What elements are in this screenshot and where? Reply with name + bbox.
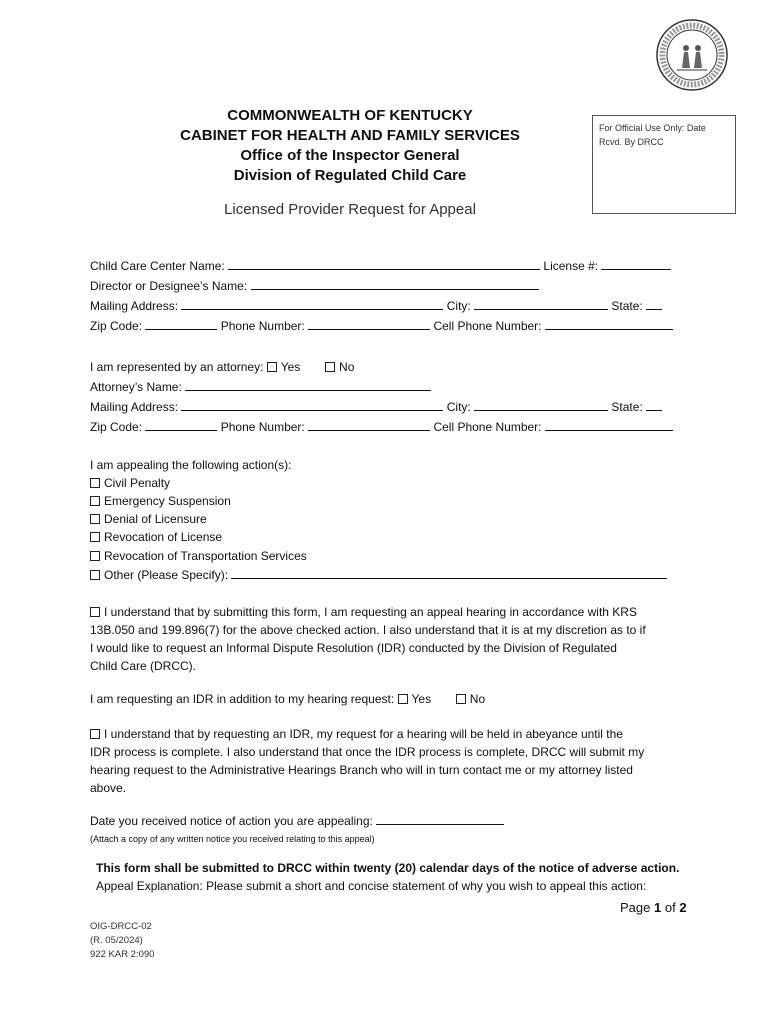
actions-intro: I am appealing the following action(s): [90, 458, 292, 472]
zip-field[interactable] [145, 317, 217, 330]
understand-2-line: hearing request to the Administrative Hearings Branch who will in turn contact me or my attorney listed [90, 763, 633, 777]
zip-label: Zip Code: [90, 319, 143, 333]
page-number [620, 900, 687, 915]
center-name-field[interactable] [228, 257, 540, 270]
action-checkbox[interactable] [90, 496, 100, 506]
attorney-zip-field[interactable] [145, 418, 217, 431]
attorney-name-label: Attorney’s Name: [90, 380, 182, 394]
notice-date-row [90, 812, 504, 830]
attorney-row-3 [90, 398, 662, 416]
director-label: Director or Designee’s Name: [90, 279, 248, 293]
action-item[interactable] [90, 547, 307, 565]
attorney-name-field[interactable] [185, 378, 431, 391]
appeal-explanation-label: Appeal Explanation: Please submit a short and concise statement of why you wish to appeal this action: [96, 879, 647, 893]
action-item[interactable] [90, 474, 170, 492]
attorney-city-label: City: [446, 400, 471, 414]
idr-no-checkbox[interactable] [456, 694, 466, 704]
understand-paragraph-1 [90, 603, 690, 675]
director-field[interactable] [251, 277, 539, 290]
mailing-label: Mailing Address: [90, 299, 179, 313]
page-current: 1 [654, 900, 662, 915]
action-label: Other (Please Specify): [104, 568, 229, 582]
state-field[interactable] [646, 297, 662, 310]
action-label: Denial of Licensure [104, 512, 207, 526]
form-title: Licensed Provider Request for Appeal [224, 201, 476, 218]
action-label: Civil Penalty [104, 476, 171, 490]
idr-row [90, 690, 485, 708]
center-name-label: Child Care Center Name: [90, 259, 225, 273]
notice-date-field[interactable] [376, 812, 504, 825]
mailing-field[interactable] [181, 297, 443, 310]
action-label: Revocation of Transportation Services [104, 549, 307, 563]
attorney-row-4 [90, 418, 673, 436]
header-cabinet: CABINET FOR HEALTH AND FAMILY SERVICES [180, 127, 520, 144]
attorney-mailing-label: Mailing Address: [90, 400, 179, 414]
submit-deadline: This form shall be submitted to DRCC within twenty (20) calendar days of the notice of adverse action. [96, 861, 680, 875]
action-label: Emergency Suspension [104, 494, 231, 508]
attorney-state-label: State: [611, 400, 643, 414]
action-checkbox[interactable] [90, 570, 100, 580]
action-item[interactable] [90, 566, 667, 584]
city-field[interactable] [474, 297, 608, 310]
attorney-row-2 [90, 378, 431, 396]
official-use-line1: For Official Use Only: Date [599, 123, 706, 133]
understand-1-line: I understand that by submitting this form, I am requesting an appeal hearing in accordance with KRS [104, 605, 637, 619]
provider-row-2 [90, 277, 539, 295]
action-item[interactable] [90, 492, 231, 510]
form-number: OIG-DRCC-02 [90, 921, 152, 932]
action-item[interactable] [90, 510, 207, 528]
understand-2-line: IDR process is complete. I also understand that once the IDR process is complete, DRCC will submit my [90, 745, 645, 759]
understand-2-line: I understand that by requesting an IDR, my request for a hearing will be held in abeyance until the [104, 727, 623, 741]
provider-row-3 [90, 297, 662, 315]
attorney-state-field[interactable] [646, 398, 662, 411]
page-of: of [664, 900, 676, 915]
understand-1-checkbox[interactable] [90, 607, 100, 617]
represented-label: I am represented by an attorney: [90, 360, 264, 374]
official-use-box [592, 115, 736, 214]
understand-1-line: Child Care (DRCC). [90, 659, 197, 673]
cell-label: Cell Phone Number: [433, 319, 542, 333]
idr-question: I am requesting an IDR in addition to my hearing request: [90, 692, 395, 706]
action-checkbox[interactable] [90, 514, 100, 524]
form-revision: (R. 05/2024) [90, 935, 143, 946]
attorney-no-checkbox[interactable] [325, 362, 335, 372]
understand-1-line: I would like to request an Informal Dispute Resolution (IDR) conducted by the Division of Regulated [90, 641, 617, 655]
attorney-city-field[interactable] [474, 398, 608, 411]
attorney-cell-field[interactable] [545, 418, 673, 431]
attorney-mailing-field[interactable] [181, 398, 443, 411]
attorney-zip-label: Zip Code: [90, 420, 143, 434]
attorney-no-label: No [339, 360, 355, 374]
idr-yes-label: Yes [411, 692, 432, 706]
attorney-yes-label: Yes [280, 360, 301, 374]
state-label: State: [611, 299, 643, 313]
idr-no-label: No [469, 692, 486, 706]
phone-label: Phone Number: [220, 319, 305, 333]
form-footer [90, 920, 154, 962]
attorney-yes-checkbox[interactable] [267, 362, 277, 372]
attorney-row-1 [90, 358, 354, 376]
idr-yes-checkbox[interactable] [398, 694, 408, 704]
cell-field[interactable] [545, 317, 673, 330]
attorney-cell-label: Cell Phone Number: [433, 420, 542, 434]
attach-note: (Attach a copy of any written notice you received relating to this appeal) [90, 834, 375, 844]
form-regulation: 922 KAR 2:090 [90, 949, 155, 960]
understand-2-line: above. [90, 781, 127, 795]
city-label: City: [446, 299, 471, 313]
provider-row-4 [90, 317, 673, 335]
header-office: Office of the Inspector General [240, 147, 460, 164]
header-commonwealth: COMMONWEALTH OF KENTUCKY [227, 107, 473, 124]
license-label: License #: [543, 259, 599, 273]
page-label: Page [620, 900, 651, 915]
phone-field[interactable] [308, 317, 430, 330]
understand-paragraph-2 [90, 725, 690, 797]
attorney-phone-field[interactable] [308, 418, 430, 431]
provider-row-1 [90, 257, 671, 275]
understand-1-line: 13B.050 and 199.896(7) for the above checked action. I also understand that it is at my discretion as to if [90, 623, 646, 637]
attorney-phone-label: Phone Number: [220, 420, 305, 434]
understand-2-checkbox[interactable] [90, 729, 100, 739]
action-checkbox[interactable] [90, 478, 100, 488]
action-checkbox[interactable] [90, 551, 100, 561]
notice-date-label: Date you received notice of action you are appealing: [90, 814, 373, 828]
action-item[interactable] [90, 528, 222, 546]
action-checkbox[interactable] [90, 532, 100, 542]
kentucky-seal-icon [655, 18, 729, 92]
header-division: Division of Regulated Child Care [233, 167, 467, 184]
official-use-line2: Rcvd. By DRCC [599, 137, 664, 147]
action-label: Revocation of License [104, 530, 223, 544]
page-total: 2 [679, 900, 687, 915]
license-field[interactable] [601, 257, 671, 270]
other-specify-field[interactable] [231, 566, 667, 579]
